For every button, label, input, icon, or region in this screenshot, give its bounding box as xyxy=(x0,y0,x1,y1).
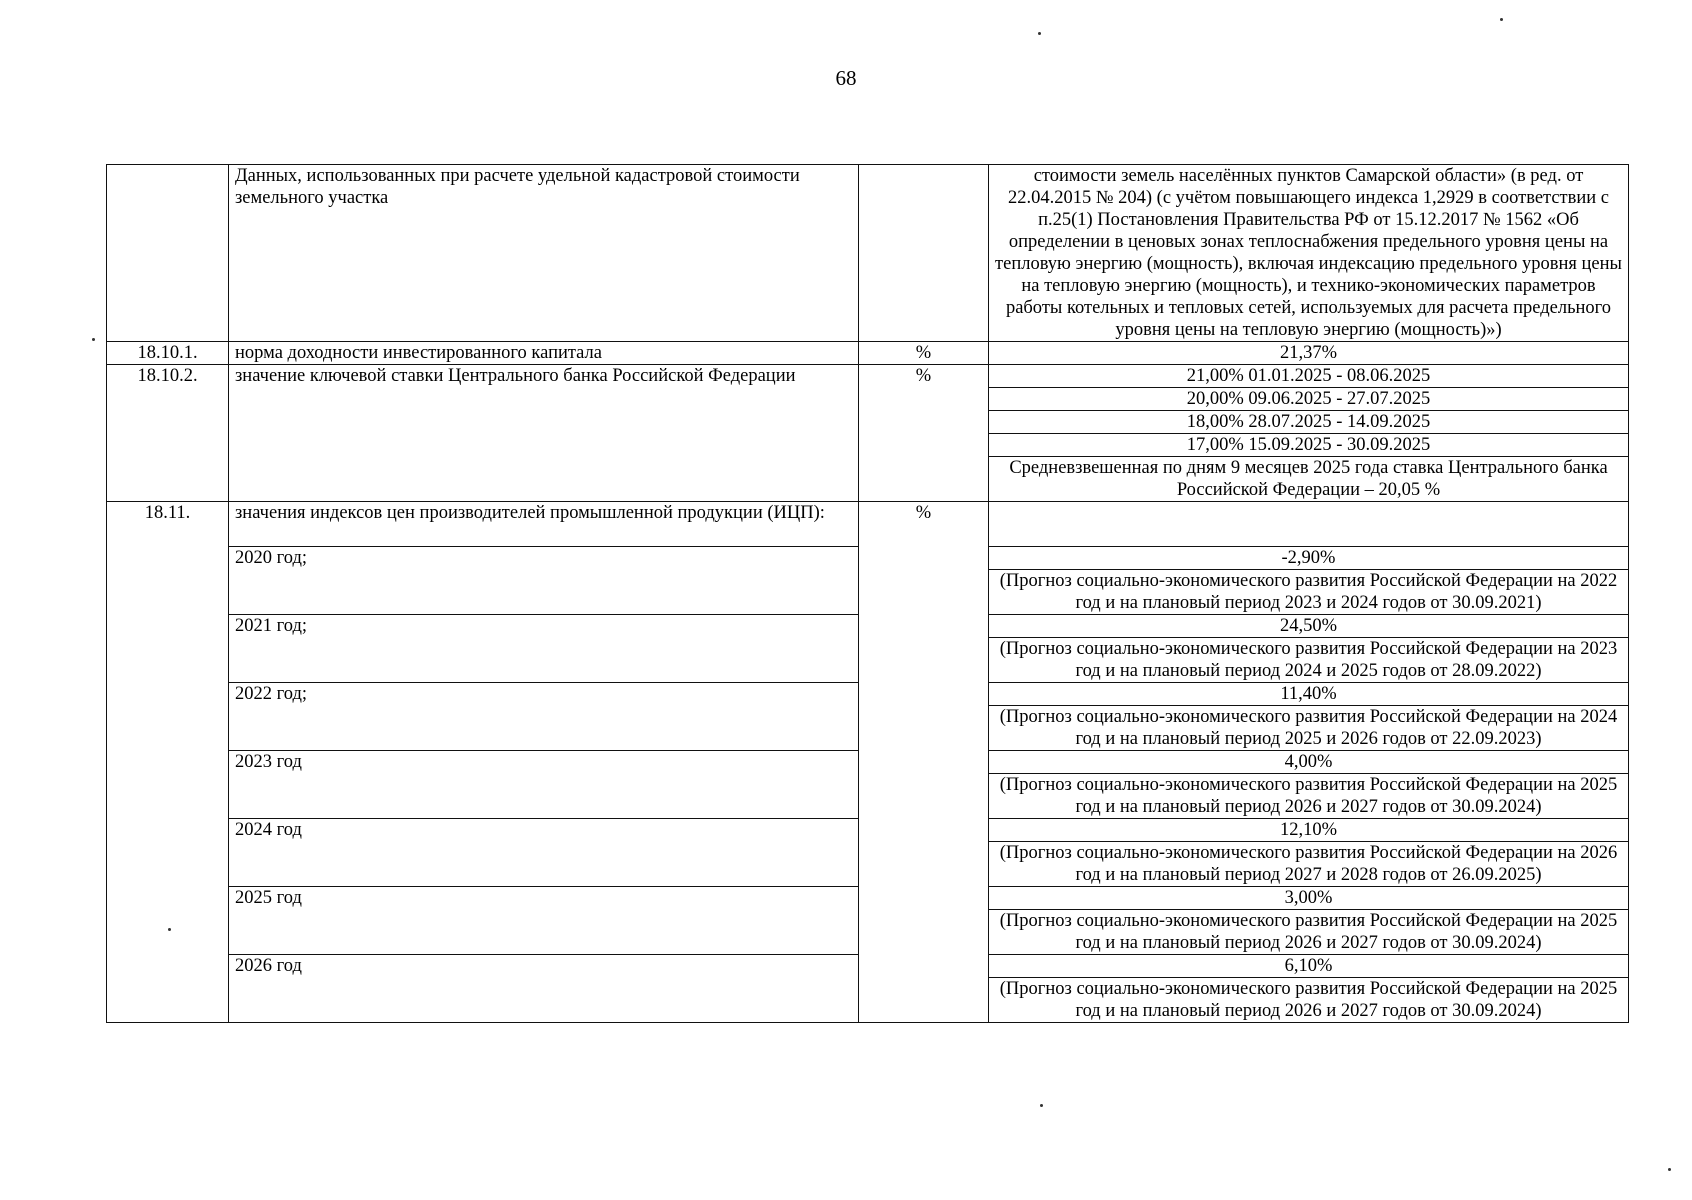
page-number: 68 xyxy=(835,66,857,90)
index-source: (Прогноз социально-экономического развития Российской Федерации на 2025 год и на плановый период 2026 и 2027 годов от 30.09.2024) xyxy=(989,978,1629,1023)
table-row xyxy=(107,342,1629,365)
index-source: (Прогноз социально-экономического развития Российской Федерации на 2024 год и на плановый период 2025 и 2026 годов от 22.09.2023) xyxy=(989,706,1629,751)
year-label: 2020 год; xyxy=(229,547,859,615)
index-value: 12,10% xyxy=(989,819,1629,842)
scan-speck xyxy=(1500,18,1503,21)
key-rate-period: 21,00% 01.01.2025 - 08.06.2025 xyxy=(989,365,1629,388)
index-value: -2,90% xyxy=(989,547,1629,570)
scan-speck xyxy=(1668,1168,1671,1171)
year-label: 2022 год; xyxy=(229,683,859,751)
key-rate-period: 20,00% 09.06.2025 - 27.07.2025 xyxy=(989,388,1629,411)
scan-speck xyxy=(1038,32,1041,35)
table-row xyxy=(107,502,1629,547)
year-label: 2021 год; xyxy=(229,615,859,683)
index-source: (Прогноз социально-экономического развития Российской Федерации на 2025 год и на плановый период 2026 и 2027 годов от 30.09.2024) xyxy=(989,910,1629,955)
year-label: 2025 год xyxy=(229,887,859,955)
row-number: 18.11. xyxy=(107,502,229,1023)
index-source: (Прогноз социально-экономического развития Российской Федерации на 2026 год и на плановый период 2027 и 2028 годов от 26.09.2025) xyxy=(989,842,1629,887)
row-value: 21,37% xyxy=(989,342,1629,365)
indicator-table xyxy=(106,164,1629,1023)
year-label: 2023 год xyxy=(229,751,859,819)
unit-cell xyxy=(859,165,989,342)
row-label: значение ключевой ставки Центрального банка Российской Федерации xyxy=(229,365,859,502)
index-source: (Прогноз социально-экономического развития Российской Федерации на 2022 год и на плановый период 2023 и 2024 годов от 30.09.2021) xyxy=(989,570,1629,615)
row-unit: % xyxy=(859,502,989,1023)
scan-speck xyxy=(92,338,95,341)
scan-speck xyxy=(1040,1104,1043,1107)
year-label: 2026 год xyxy=(229,955,859,1023)
year-label: 2024 год xyxy=(229,819,859,887)
row-number: 18.10.1. xyxy=(107,342,229,365)
row-number-cell xyxy=(107,165,229,342)
row-label: норма доходности инвестированного капитала xyxy=(229,342,859,365)
row-number: 18.10.2. xyxy=(107,365,229,502)
index-value: 3,00% xyxy=(989,887,1629,910)
row-label: значения индексов цен производителей промышленной продукции (ИЦП): xyxy=(229,502,859,547)
index-value: 24,50% xyxy=(989,615,1629,638)
row-value: стоимости земель населённых пунктов Самарской области» (в ред. от 22.04.2015 № 204) (с учётом повышающего индекса 1,2929 в соответствии с п.25(1) Постановления Правительства РФ от 15.12.2017 № 1562 «Об определении в ценовых зонах теплоснабжения предельного уровня цены на тепловую энергию (мощность), включая индексацию предельного уровня цены на тепловую энергию (мощность), и технико-экономических параметров работы котельных и тепловых сетей, используемых для расчета предельного уровня цены на тепловую энергию (мощность)») xyxy=(989,165,1629,342)
weighted-key-rate: Средневзвешенная по дням 9 месяцев 2025 года ставка Центрального банка Российской Федерации – 20,05 % xyxy=(989,457,1629,502)
index-value: 4,00% xyxy=(989,751,1629,774)
empty-value-cell xyxy=(989,502,1629,547)
index-value: 6,10% xyxy=(989,955,1629,978)
index-value: 11,40% xyxy=(989,683,1629,706)
index-source: (Прогноз социально-экономического развития Российской Федерации на 2025 год и на плановый период 2026 и 2027 годов от 30.09.2024) xyxy=(989,774,1629,819)
row-unit: % xyxy=(859,365,989,502)
key-rate-period: 17,00% 15.09.2025 - 30.09.2025 xyxy=(989,434,1629,457)
index-source: (Прогноз социально-экономического развития Российской Федерации на 2023 год и на плановый период 2024 и 2025 годов от 28.09.2022) xyxy=(989,638,1629,683)
table-row xyxy=(107,165,1629,342)
table-row xyxy=(107,365,1629,388)
key-rate-period: 18,00% 28.07.2025 - 14.09.2025 xyxy=(989,411,1629,434)
row-label: Данных, использованных при расчете удельной кадастровой стоимости земельного участка xyxy=(229,165,859,342)
row-unit: % xyxy=(859,342,989,365)
